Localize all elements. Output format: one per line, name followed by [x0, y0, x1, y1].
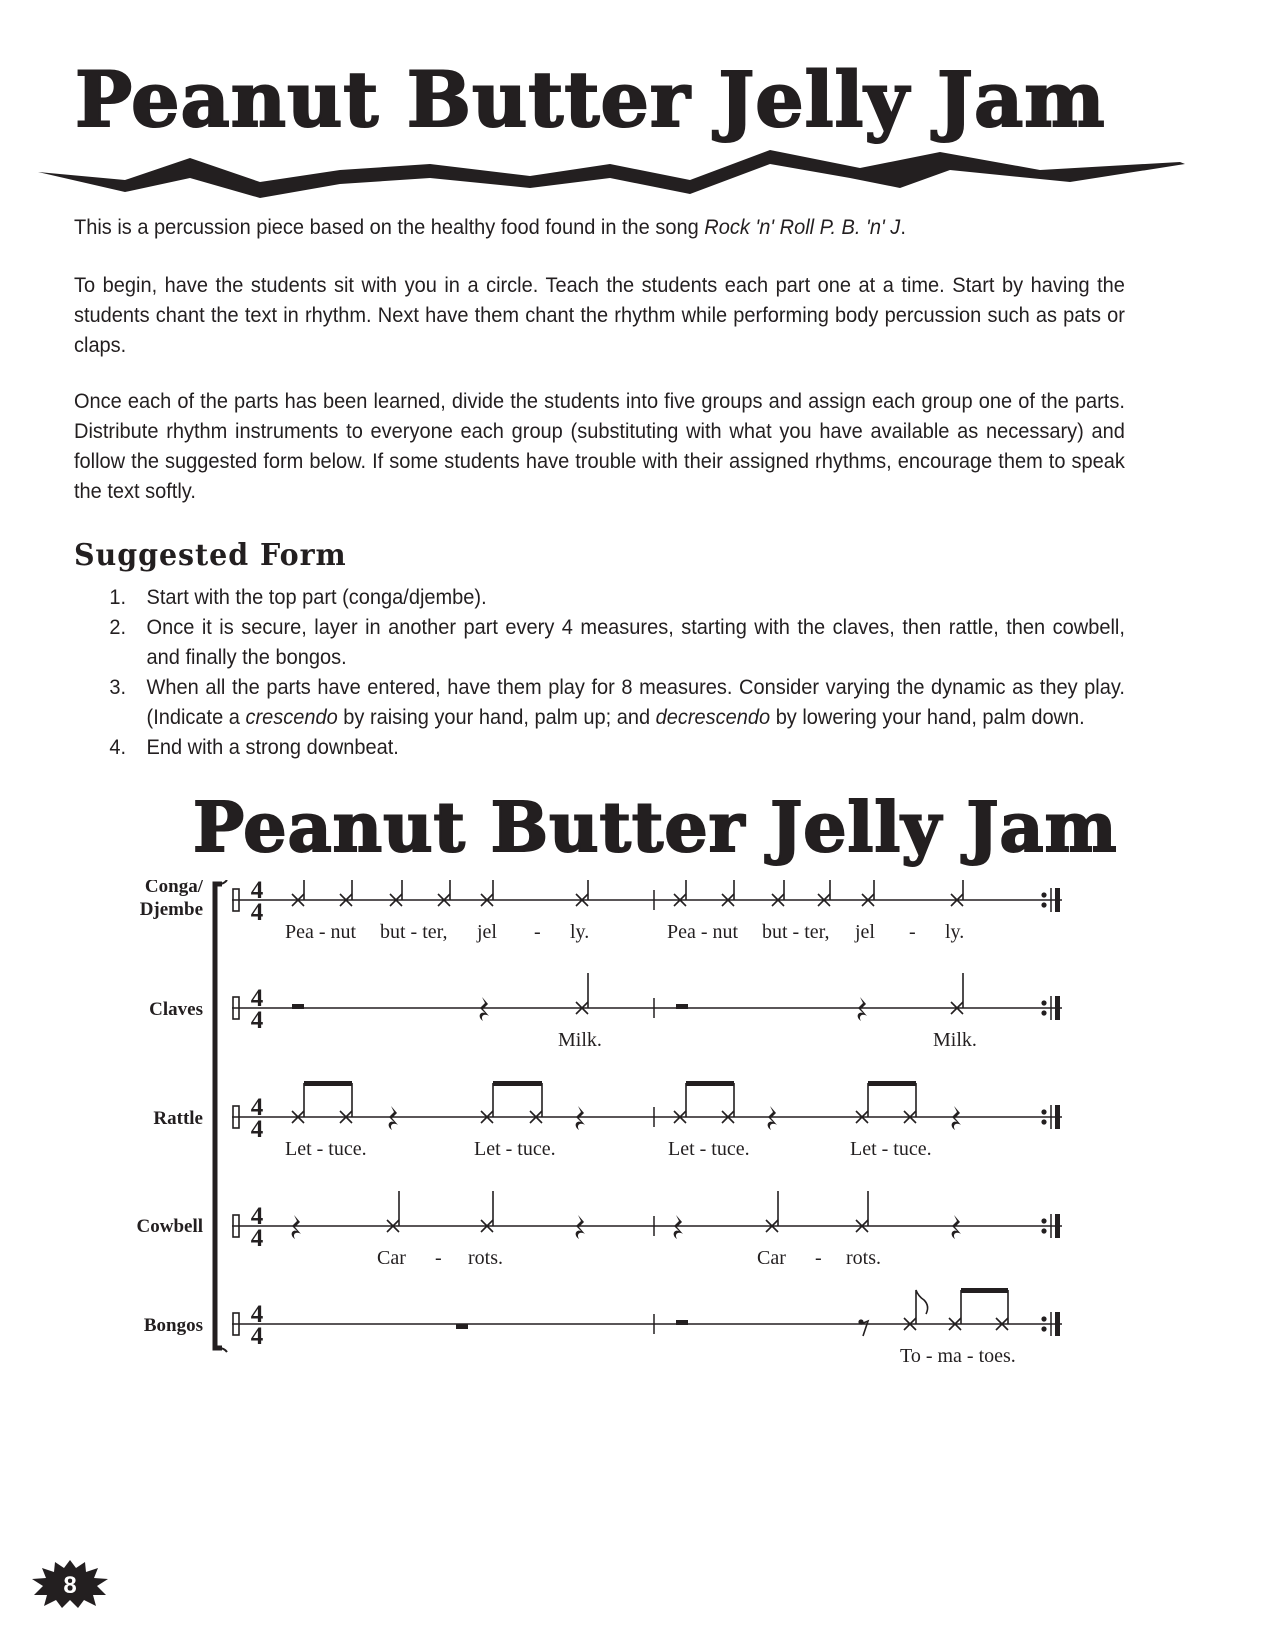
suggested-form-heading: Suggested Form	[74, 538, 347, 573]
cowbell-staff	[137, 1191, 1063, 1269]
svg-text:4: 4	[250, 1301, 264, 1328]
svg-text:4: 4	[250, 1094, 264, 1121]
instrument-label: Conga/	[144, 880, 203, 897]
instrument-label: Rattle	[153, 1108, 203, 1129]
step-item: 4. End with a strong downbeat.	[109, 735, 399, 759]
bongos-staff	[144, 1288, 1062, 1367]
lyric: rots.	[846, 1247, 881, 1269]
lyric: To - ma - toes.	[900, 1345, 1016, 1367]
lyric: Milk.	[933, 1029, 977, 1051]
svg-text:jel: jel	[855, 921, 875, 943]
score-title: Peanut Butter Jelly Jam	[193, 788, 1118, 868]
step-item: 1. Start with the top part (conga/djembe).	[109, 585, 487, 609]
instructions-paragraph-2: Once each of the parts has been learned, divide the students into five groups and assign each group one of the parts. Distribute rhythm instruments to everyone each group (substituting with what you have available as necessary) and follow the suggested form below. If some students have trouble with their assigned rhythms, encourage them to speak the text softly.	[74, 389, 1125, 503]
instrument-label: Cowbell	[136, 1216, 203, 1237]
lyric: Let - tuce.	[474, 1138, 556, 1160]
svg-text:jel: jel	[477, 921, 497, 943]
lyric: -	[815, 1247, 822, 1269]
svg-text:ly.: ly.	[945, 921, 965, 943]
lyric: Let - tuce.	[285, 1138, 367, 1160]
page-number: 8	[63, 1572, 77, 1599]
lyric: rots.	[468, 1247, 503, 1269]
step-item: 2. Once it is secure, layer in another part every 4 measures, starting with the claves, then rattle, then cowbell, and finally the bongos.	[109, 615, 1125, 669]
svg-text:4: 4	[250, 985, 264, 1012]
suggested-form-list	[74, 582, 1125, 762]
svg-text:-: -	[909, 921, 916, 943]
page-number-badge	[30, 1560, 110, 1608]
rattle-staff	[153, 1081, 1062, 1160]
svg-text:4: 4	[250, 1323, 264, 1350]
svg-text:Pea - nut: Pea - nut	[285, 921, 357, 943]
time-signature-top: 4	[250, 880, 264, 904]
step-item: 3. When all the parts have entered, have them play for 8 measures. Consider varying the dynamic as they play. (Indicate a crescendo by raising your hand, palm up; and decrescendo by lowering your hand, palm down.	[109, 675, 1125, 729]
svg-text:but - ter,: but - ter,	[762, 921, 830, 943]
svg-text:4: 4	[250, 1116, 264, 1143]
svg-text:4: 4	[250, 1203, 264, 1230]
lyric-line	[285, 921, 964, 943]
lyric: -	[435, 1247, 442, 1269]
lyric: Car	[757, 1247, 786, 1269]
instrument-label: Claves	[149, 999, 203, 1020]
lyric: Car	[377, 1247, 406, 1269]
svg-text:Pea - nut: Pea - nut	[667, 921, 739, 943]
instrument-label: Djembe	[139, 899, 203, 920]
svg-text:4: 4	[250, 1007, 264, 1034]
svg-text:-: -	[534, 921, 541, 943]
svg-text:ly.: ly.	[570, 921, 590, 943]
intro-paragraph: This is a percussion piece based on the healthy food found in the song Rock 'n' Roll P. B. 'n' J.	[74, 215, 906, 239]
svg-text:4: 4	[250, 1225, 264, 1252]
percussion-score	[0, 880, 1275, 1410]
instructions-paragraph-1: To begin, have the students sit with you in a circle. Teach the students each part one at a time. Start by having the students chant the text in rhythm. Next have them chant the rhythm while performing body percussion such as pats or claps.	[74, 273, 1125, 357]
time-signature-bottom: 4	[250, 899, 264, 926]
instrument-label: Bongos	[143, 1315, 203, 1336]
conga-djembe-staff	[140, 880, 1062, 943]
lyric: Milk.	[558, 1029, 602, 1051]
zigzag-divider	[0, 150, 1275, 200]
claves-staff	[149, 973, 1062, 1051]
page-title: Peanut Butter Jelly Jam	[75, 55, 1106, 144]
lyric: Let - tuce.	[668, 1138, 750, 1160]
svg-text:but - ter,: but - ter,	[380, 921, 448, 943]
lyric: Let - tuce.	[850, 1138, 932, 1160]
